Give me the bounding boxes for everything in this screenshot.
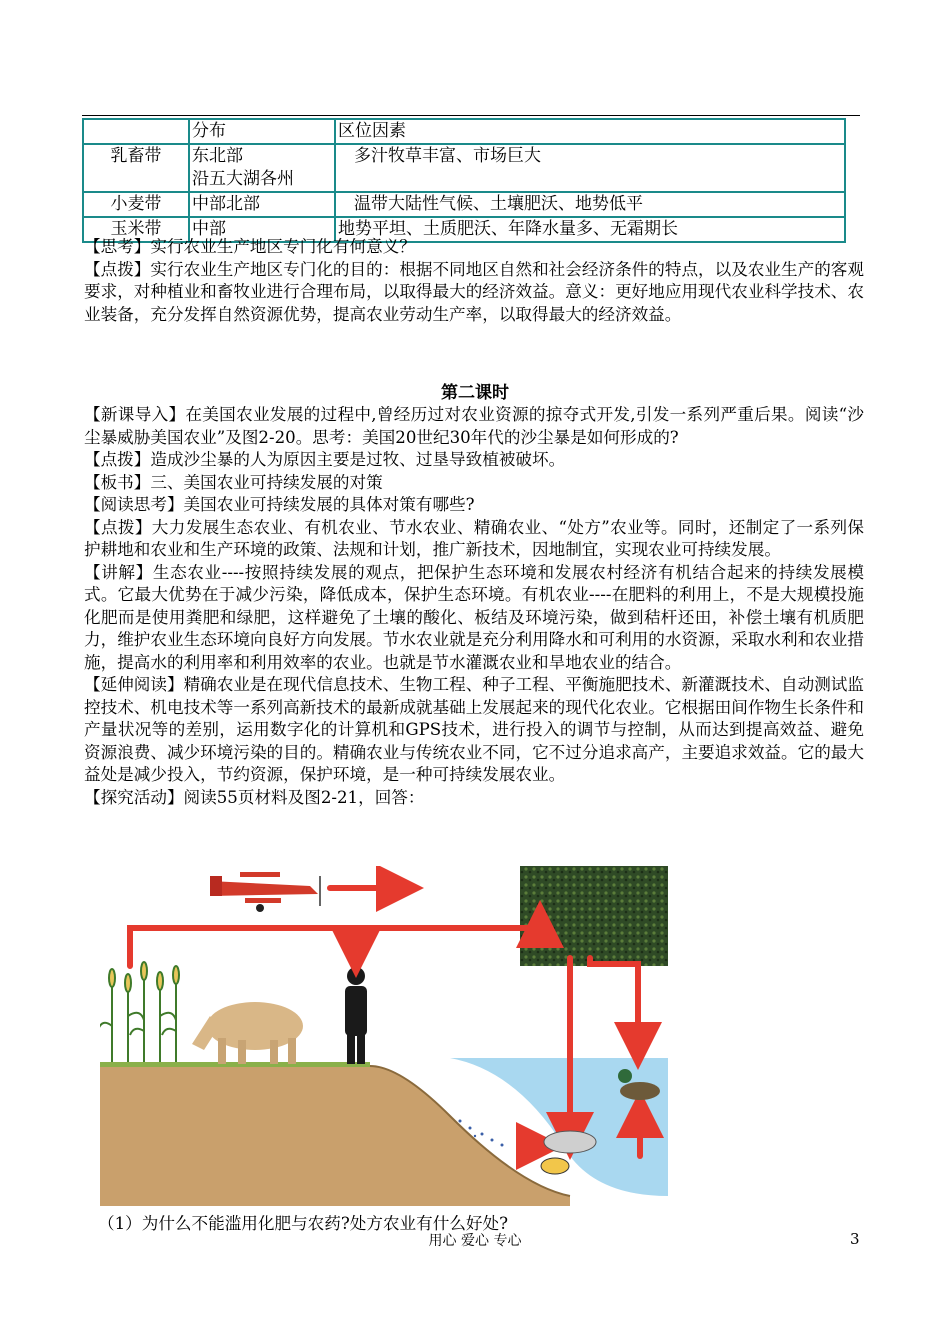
belt-factors: 多汁牧草丰富、市场巨大 [335, 144, 845, 192]
fish [544, 1131, 596, 1153]
belt-distribution [189, 144, 335, 192]
board-paragraph: 【板书】三、美国农业可持续发展的对策 [84, 472, 383, 492]
distribution-line: 沿五大湖各州 [192, 169, 294, 189]
precision-agriculture-figure [100, 866, 668, 1206]
belt-name: 玉米带 [83, 217, 189, 242]
farmland-patch [520, 866, 668, 966]
text-block-1 [84, 236, 864, 326]
duck [620, 1082, 660, 1100]
read-think-paragraph: 【阅读思考】美国农业可持续发展的具体对策有哪些? [84, 495, 475, 514]
table-row [83, 192, 845, 217]
table-header-cell: 分布 [189, 119, 335, 144]
table-header-cell: 区位因素 [335, 119, 845, 144]
table-row [83, 144, 845, 192]
extend-paragraph: 【延伸阅读】精确农业是在现代信息技术、生物工程、种子工程、平衡施肥技术、新灌溉技术、自动测试监控技术、机电技术等一系列高新技术的最新成就基础上发展起来的现代化农业。它根据田间作物生长条件和产量状况等的差别，运用数字化的计算机和GPS技术，进行投入的调节与控制，从而达到提高效益、避免资源浪费、减少环境污染的目的。精确农业与传统农业不同，它不过分追求高产，主要追求效益。它的最大益处是减少投入，节约资源，保护环境，是一种可持续发展农业。 [84, 675, 864, 784]
distribution-line: 东北部 [192, 146, 243, 166]
page-footer: 用心 爱心 专心 [428, 1233, 522, 1249]
belt-factors: 温带大陆性气候、土壤肥沃、地势低平 [335, 192, 845, 217]
belt-distribution: 中部北部 [189, 192, 335, 217]
tip-paragraph: 【点拨】大力发展生态农业、有机农业、节水农业、精确农业、“处方”农业等。同时，还制定了一系列保护耕地和农业和生产环境的政策、法规和计划，推广新技术，因地制宜，实现农业可持续发展。 [84, 517, 864, 559]
table-header-cell [83, 119, 189, 144]
activity-paragraph: 【探究活动】阅读55页材料及图2-21，回答： [84, 787, 425, 807]
table-header-row [83, 119, 845, 144]
page-number: 3 [850, 1230, 860, 1248]
lesson-title: 第二课时 [441, 383, 509, 403]
belt-factors: 地势平坦、土质肥沃、年降水量多、无霜期长 [335, 217, 845, 242]
text-block-2 [84, 404, 864, 809]
small-fish [541, 1158, 569, 1174]
belt-name: 乳畜带 [83, 144, 189, 192]
agri-belt-table [82, 118, 846, 243]
belt-distribution: 中部 [189, 217, 335, 242]
question-1: （1）为什么不能滥用化肥与农药?处方农业有什么好处? [98, 1214, 509, 1233]
explain-paragraph: 【讲解】生态农业----按照持续发展的观点，把保护生态环境和发展农村经济有机结合起来的持续发展模式。它最大优势在于减少污染，降低成本，保护生态环境。有机农业----在肥料的利用上，不是大规模投施化肥而是使用粪肥和绿肥，这样避免了土壤的酸化、板结及环境污染，做到秸杆还田，补偿土壤有机质肥力，维护农业生态环境向良好方向发展。节水农业就是充分利用降水和可利用的水资源，采取水利和农业措施，提高水的利用率和利用效率的农业。也就是节水灌溉农业和旱地农业的结合。 [84, 562, 864, 672]
belt-name: 小麦带 [83, 192, 189, 217]
think-paragraph: 【思考】实行农业生产地区专门化有何意义？ [84, 237, 416, 256]
figure-illustration [100, 866, 668, 1206]
tip-paragraph: 【点拨】造成沙尘暴的人为原因主要是过牧、过垦导致植被破坏。 [84, 450, 566, 469]
header-rule [82, 115, 860, 116]
intro-paragraph: 【新课导入】在美国农业发展的过程中,曾经历过对农业资源的掠夺式开发,引发一系列严重后果。阅读“沙尘暴威胁美国农业”及图2-20。思考：美国20世纪30年代的沙尘暴是如何形成的? [84, 405, 864, 447]
tip-paragraph: 【点拨】实行农业生产地区专门化的目的：根据不同地区自然和社会经济条件的特点，以及农业生产的客观要求，对种植业和畜牧业进行合理布局，以取得最大的经济效益。意义：更好地应用现代农业科学技术、农业装备，充分发挥自然资源优势，提高农业劳动生产率，以取得最大的经济效益。 [84, 259, 864, 324]
